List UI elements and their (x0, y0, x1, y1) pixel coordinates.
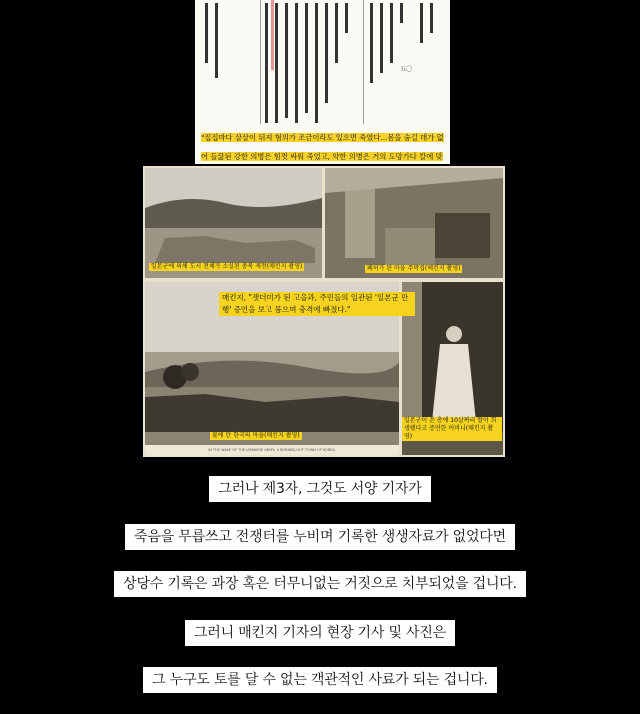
photo-label-grieving-mother: 일본군이 쏜 총에 10살짜리 딸이 희생됐다고 증언한 어머니(매킨지 촬영) (402, 417, 502, 441)
document-page-number: 五〇 (400, 66, 413, 73)
photo-label-jecheon: 일본군에 의해 도시 전체가 소실된 충북 제천(매킨지 촬영) (151, 263, 303, 270)
photo-jecheon-image (145, 168, 322, 278)
caption-text-4: 그러니 매킨지 기자의 현장 기사 및 사진은 (185, 620, 455, 646)
photo-grieving-mother (402, 282, 503, 455)
caption-text-3: 상당수 기록은 과장 혹은 터무니없는 거짓으로 치부되었을 겁니다. (114, 571, 526, 597)
caption-line-3 (0, 571, 640, 597)
document-text-columns (195, 0, 450, 125)
quote-text: "집집마다 살살이 뒤져 혐의가 조금이라도 있으면 죽였다...몸을 숨길 데가 없어 들끓된 강한 의병은 힘껏 싸워 죽었고, 약한 의병은 거의 도망가다 칼에 맞 (201, 133, 444, 180)
photo-label-ruined-inn: 폐허가 된 마을 주막집(매킨지 촬영) (367, 265, 461, 272)
photo-ruined-inn (325, 168, 503, 278)
caption-text-2: 죽음을 무릅쓰고 전쟁터를 누비며 기록한 생생자료가 없었다면 (125, 524, 515, 550)
photo-collage (143, 166, 505, 457)
photo-center-overlay-label: 매킨지, "잿더미가 된 고을과, 주민들의 일관된 '일본군 만행' 증언을 보고 뭄으며 충격에 빠졌다." (219, 292, 415, 316)
caption-text-5: 그 누구도 토를 달 수 없는 객관적인 사료가 되는 겁니다. (143, 667, 497, 693)
caption-line-5 (0, 667, 640, 693)
photo-print-caption: IN THE WAKE OF THE JAPANESE ARMY; A BURNED-OUT TOWN OF KOREA. (145, 445, 399, 455)
photo-jecheon-town (145, 168, 322, 278)
caption-line-1 (0, 476, 640, 502)
photo-ruined-inn-image (325, 168, 503, 278)
caption-line-4 (0, 620, 640, 646)
highlighted-quote (195, 124, 450, 164)
document-page (195, 0, 450, 125)
caption-text-1: 그러나 제3자, 그것도 서양 기자가 (209, 476, 430, 502)
photo-label-burned-village: 불에 탄 한국의 마을(매킨지 촬영) (212, 432, 300, 439)
caption-line-2 (0, 524, 640, 550)
